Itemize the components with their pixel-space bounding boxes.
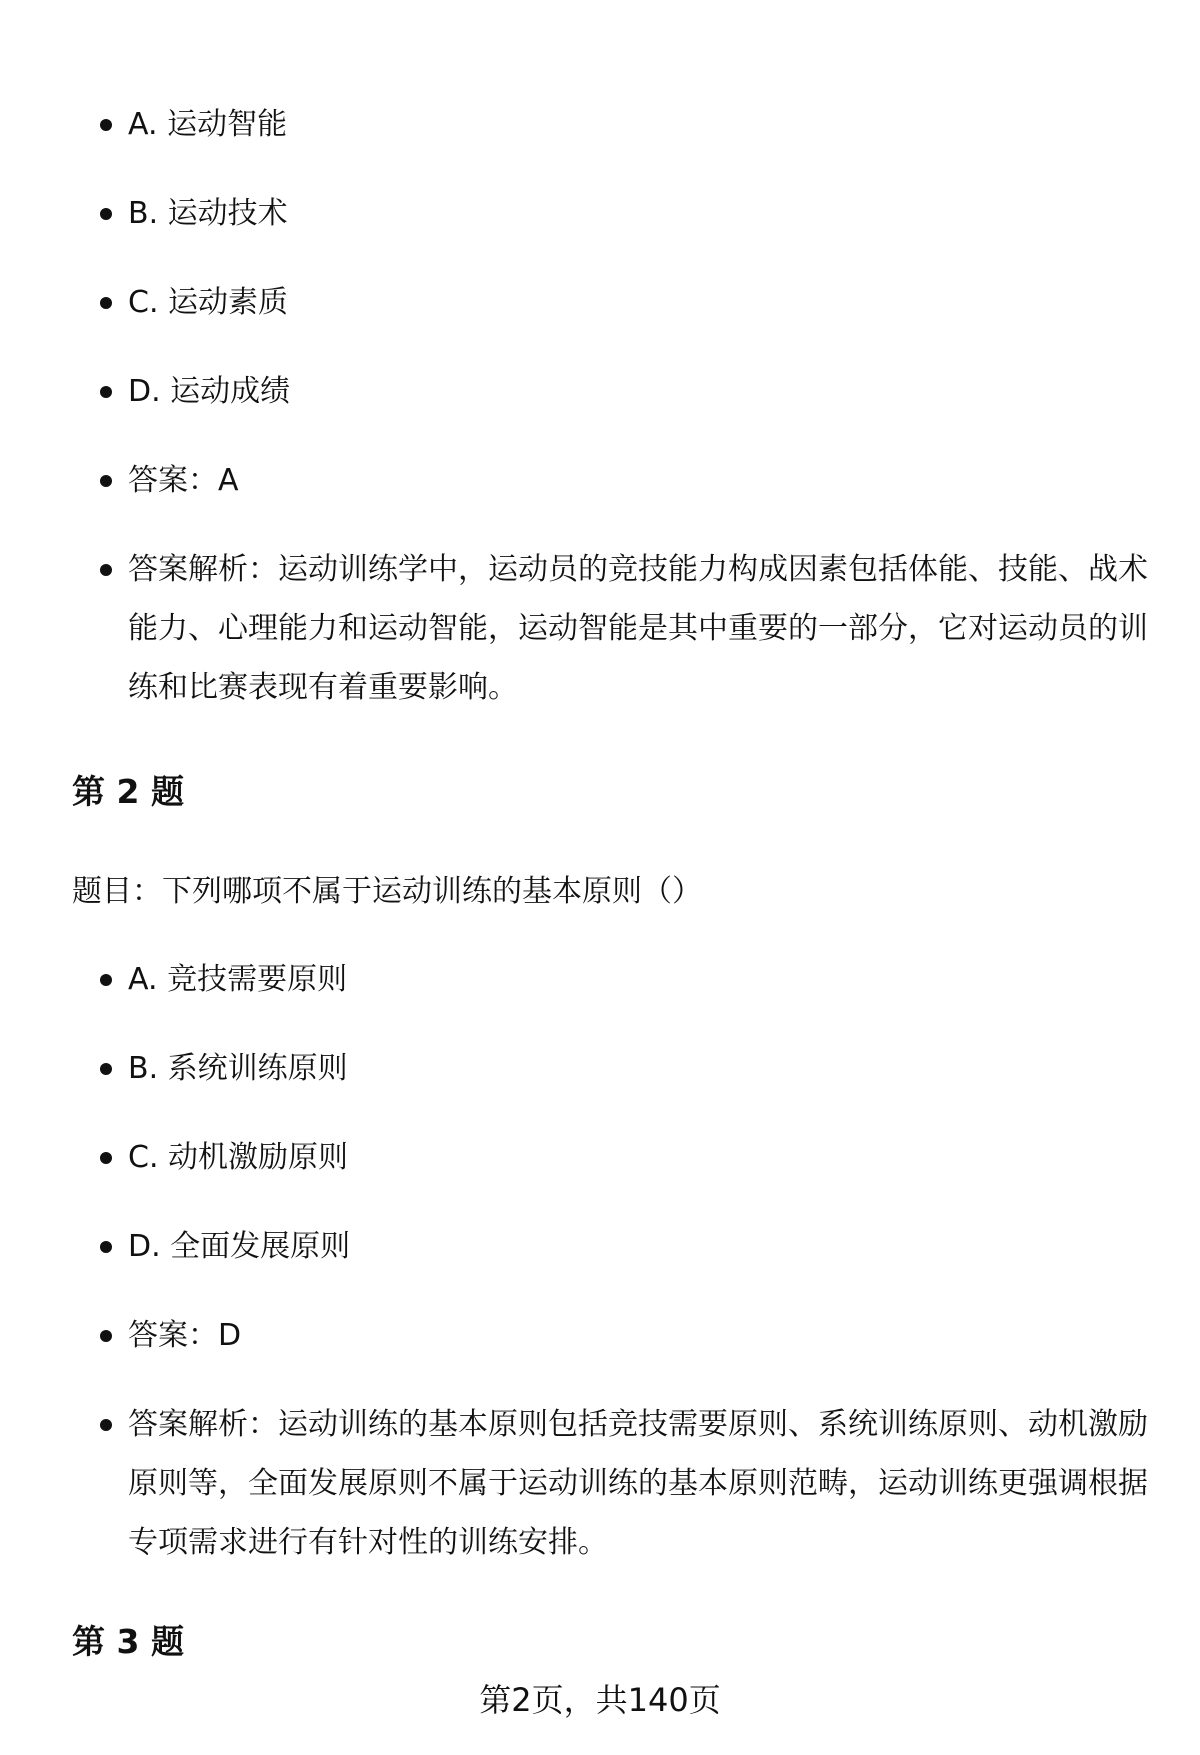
q2-heading: 第 2 题 bbox=[72, 772, 184, 811]
q1-option-b: B. 运动技术 bbox=[128, 184, 1148, 244]
q2-answer-analysis: 答案解析：运动训练的基本原则包括竞技需要原则、系统训练原则、动机激励原则等，全面发展原则不属于运动训练的基本原则范畴，运动训练更强调根据专项需求进行有针对性的训练安排。 bbox=[128, 1395, 1148, 1572]
q1-option-a: A. 运动智能 bbox=[128, 95, 1148, 155]
q1-option-c: C. 运动素质 bbox=[128, 273, 1148, 333]
q1-option-d: D. 运动成绩 bbox=[128, 362, 1148, 422]
q2-option-b: B. 系统训练原则 bbox=[128, 1039, 1148, 1099]
q1-option-list bbox=[128, 95, 1148, 746]
q2-option-a: A. 竞技需要原则 bbox=[128, 950, 1148, 1010]
q3-heading: 第 3 题 bbox=[72, 1622, 184, 1661]
q1-answer: 答案：A bbox=[128, 451, 1148, 511]
q2-stem: 题目：下列哪项不属于运动训练的基本原则（） bbox=[72, 874, 702, 909]
q2-option-list bbox=[128, 950, 1148, 1601]
q2-option-d: D. 全面发展原则 bbox=[128, 1217, 1148, 1277]
page-indicator: 第2页，共140页 bbox=[479, 1681, 721, 1719]
q2-answer: 答案：D bbox=[128, 1306, 1148, 1366]
q2-option-c: C. 动机激励原则 bbox=[128, 1128, 1148, 1188]
q1-answer-analysis: 答案解析：运动训练学中，运动员的竞技能力构成因素包括体能、技能、战术能力、心理能力和运动智能，运动智能是其中重要的一部分，它对运动员的训练和比赛表现有着重要影响。 bbox=[128, 540, 1148, 717]
